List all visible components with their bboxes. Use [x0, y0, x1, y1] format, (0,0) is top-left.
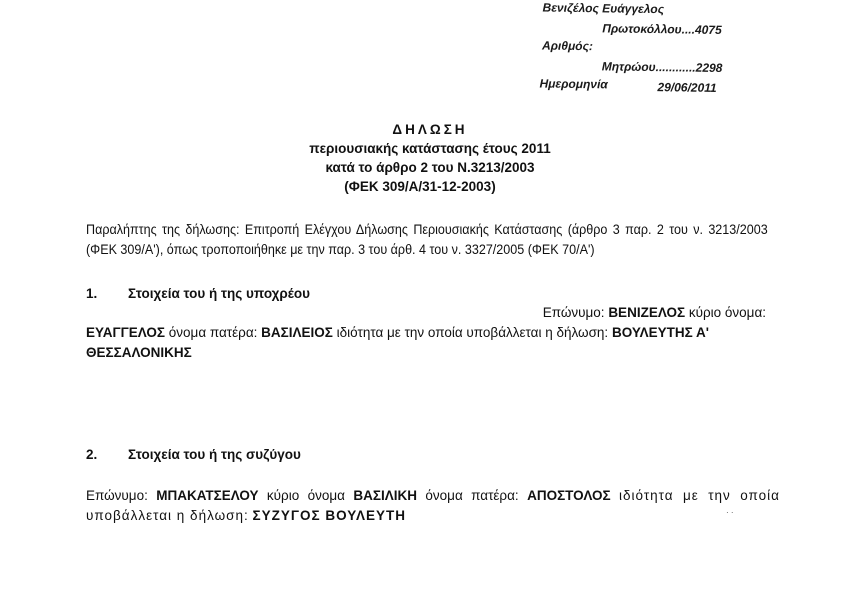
- father-value: ΒΑΣΙΛΕΙΟΣ: [261, 325, 333, 340]
- section-2-title: Στοιχεία του ή της συζύγου: [128, 447, 301, 462]
- spouse-firstname-value: ΒΑΣΙΛΙΚΗ: [353, 488, 417, 503]
- section-2-heading: [86, 447, 301, 462]
- father-label: όνομα πατέρα:: [168, 325, 258, 340]
- stamp-registry: Μητρώου............2298: [601, 59, 723, 76]
- recipient-paragraph: Παραλήπτης της δήλωσης: Επιτροπή Ελέγχου Δήλωσης Περιουσιακής Κατάστασης (άρθρο 3 παρ. 2 του ν. 3213/2003 (ΦΕΚ 309/Α'), όπως τροποποιήθηκε με την παρ. 3 του άρθ. 4 του ν. 3327/2005 (ΦΕΚ 70/Α'): [86, 222, 768, 257]
- document-title: [240, 120, 620, 196]
- spouse-father-value: ΑΠΟΣΤΟΛΟΣ: [527, 488, 611, 503]
- capacity-label: ιδιότητα με την οποία υποβάλλεται η δήλωση:: [336, 325, 609, 340]
- stamp-number-label: Αριθμός:: [541, 38, 594, 54]
- stamp-protocol: Πρωτοκόλλου....4075: [602, 21, 722, 37]
- registration-stamp: [529, 0, 770, 102]
- spouse-firstname-label: κύριο όνομα: [266, 488, 345, 503]
- spouse-capacity-value: ΣΥΖΥΓΟΣ ΒΟΥΛΕΥΤΗ: [252, 508, 407, 523]
- section-2-body: [86, 486, 780, 526]
- title-line-3: κατά το άρθρο 2 του Ν.3213/2003: [325, 160, 535, 175]
- section-1-number: 1.: [86, 286, 98, 301]
- firstname-value: ΕΥΑΓΓΕΛΟΣ: [86, 325, 166, 340]
- spouse-father-label: όνομα πατέρα:: [425, 488, 519, 503]
- section-1-title: Στοιχεία του ή της υποχρέου: [128, 286, 310, 301]
- section-1-heading: [86, 286, 310, 301]
- stamp-name: Βενιζέλος Ευάγγελος: [542, 0, 665, 17]
- section-2-number: 2.: [86, 447, 98, 462]
- surname-label: Επώνυμο:: [542, 305, 605, 320]
- title-line-4: (ΦΕΚ 309/Α/31-12-2003): [344, 179, 496, 194]
- section-1-line-1: [86, 303, 780, 323]
- capacity-value: ΒΟΥΛΕΥΤΗΣ Α' ΘΕΣΣΑΛΟΝΙΚΗΣ: [86, 325, 709, 360]
- spouse-capacity-label: ιδιότητα με την οποία υποβάλλεται η δήλωση:: [86, 488, 780, 523]
- stamp-date: 29/06/2011: [657, 80, 717, 95]
- title-line-2: περιουσιακής κατάστασης έτους 2011: [309, 141, 551, 156]
- title-line-1: ΔΗΛΩΣΗ: [392, 122, 468, 137]
- spouse-surname-label: Επώνυμο:: [86, 488, 148, 503]
- section-1-body: [86, 303, 780, 363]
- stamp-date-label: Ημερομηνία: [539, 76, 608, 92]
- firstname-label: κύριο όνομα:: [688, 305, 766, 320]
- section-1-line-2: [86, 323, 780, 363]
- spouse-surname-value: ΜΠΑΚΑΤΣΕΛΟΥ: [156, 488, 259, 503]
- scan-specks: · ·: [726, 508, 734, 517]
- surname-value: ΒΕΝΙΖΕΛΟΣ: [608, 305, 686, 320]
